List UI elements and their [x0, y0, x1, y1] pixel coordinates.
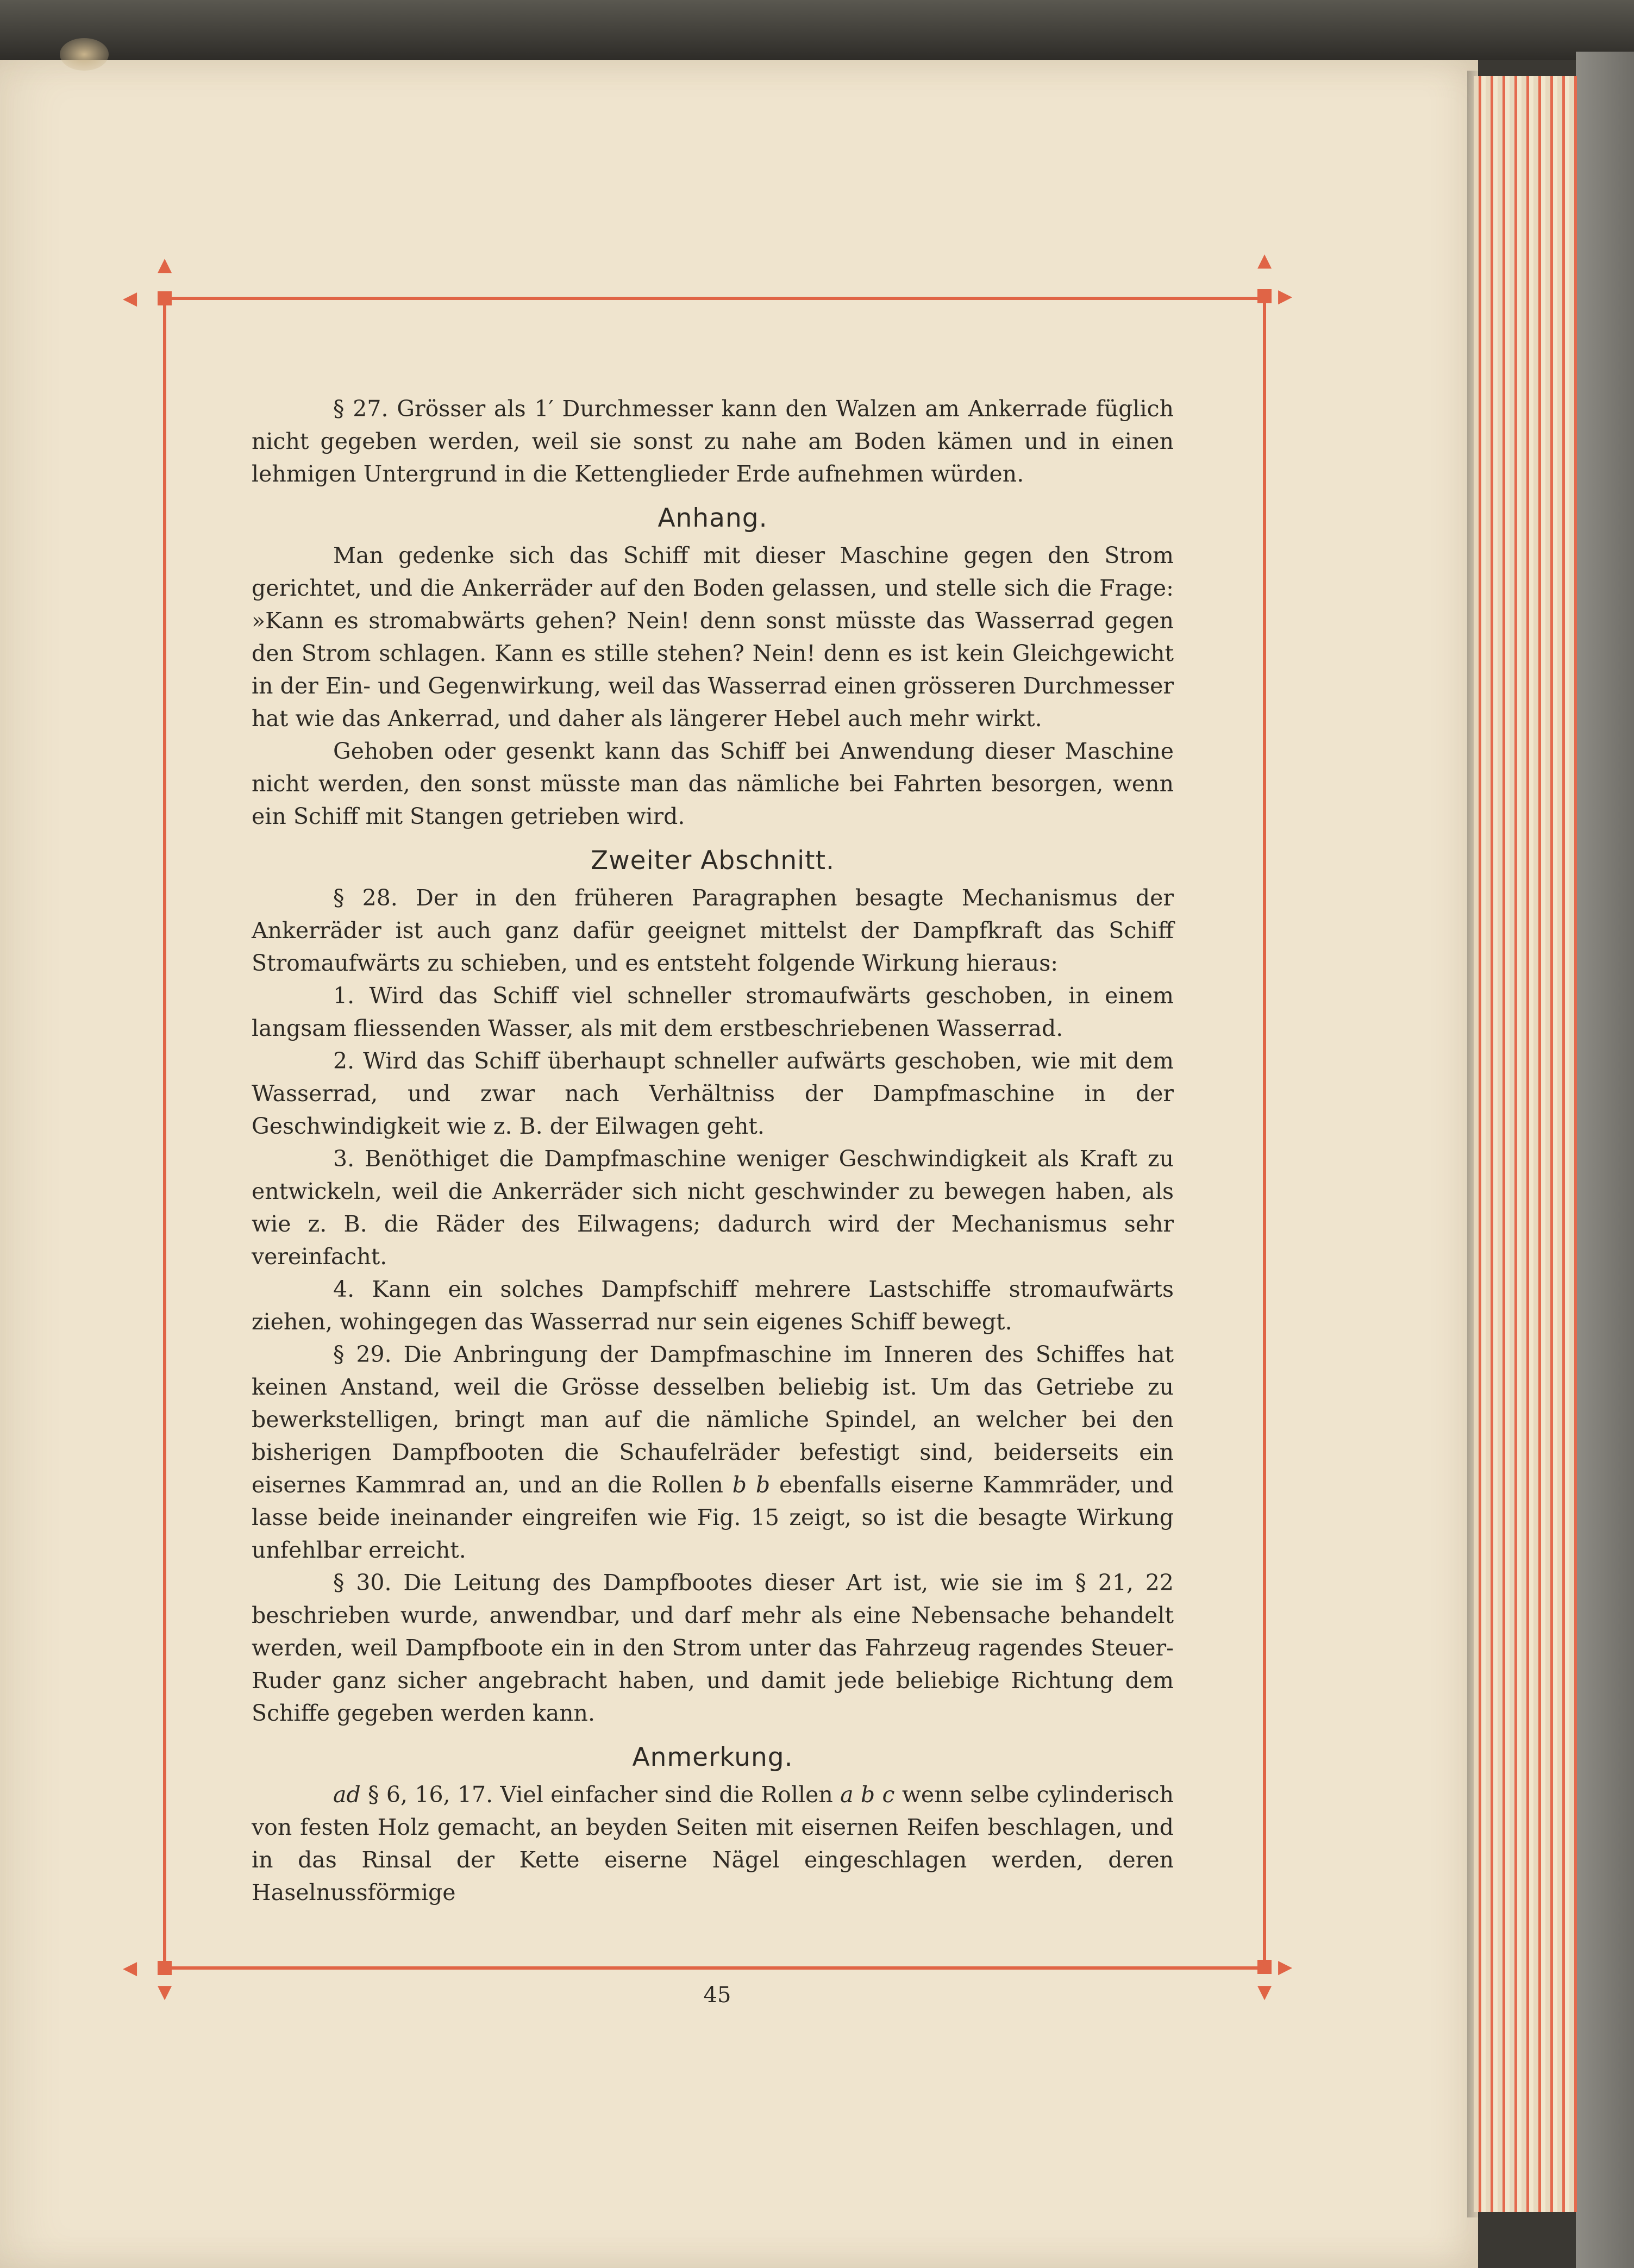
ornament-arrow-up-icon: ▲ — [1257, 249, 1272, 271]
list-item-s28-2: 2. Wird das Schiff überhaupt schneller aufwärts geschoben, wie mit dem Wasserrad, und zwar nach Verhältniss der Dampfmaschine in der Geschwindigkeit wie z. B. der Eilwagen geht. — [252, 1048, 1174, 1139]
book-cover-top — [0, 0, 1634, 60]
paragraph-s27: § 27. Grösser als 1′ Durchmesser kann den Walzen am Ankerrade füglich nicht gegeben werden, weil sie sonst zu nahe am Boden kämen und in einen lehmigen Untergrund in die Kettenglieder Erde aufnehmen würden. — [252, 396, 1174, 487]
ornament-arrow-right-icon: ▶ — [1278, 285, 1293, 307]
paragraph-s30: § 30. Die Leitung des Dampfbootes dieser Art ist, wie sie im § 21, 22 beschrieben wurde, anwendbar, und darf mehr als eine Nebensache behandelt werden, weil Dampfboote ein in den Strom unter das Fahrzeug ragendes Steuer-Ruder ganz sicher angebracht haben, und damit jede beliebige Richtung dem Schiffe gegeben werden kann. — [252, 1570, 1174, 1726]
border-corner-top-right — [1257, 289, 1272, 303]
s29-variable: b b — [732, 1472, 771, 1498]
anmerkung-ad: ad — [333, 1782, 361, 1808]
anmerkung-variable: a b c — [840, 1782, 895, 1808]
border-top-line — [163, 297, 1266, 300]
anmerkung-text-a: § 6, 16, 17. Viel einfacher sind die Rollen — [360, 1782, 841, 1808]
paragraph-anmerkung — [252, 1778, 1174, 1909]
paragraph-s28: § 28. Der in den früheren Paragraphen besagte Mechanismus der Ankerräder ist auch ganz dafür geeignet mittelst der Dampfkraft das Schiff Stromaufwärts zu schieben, und es entsteht folgende Wirkung hieraus: — [252, 885, 1174, 976]
border-corner-bottom-right — [1257, 1960, 1272, 1974]
paragraph-s29 — [252, 1338, 1174, 1566]
border-right-line — [1263, 297, 1266, 1970]
page-number: 45 — [703, 1983, 731, 2008]
paragraph-anhang-2: Gehoben oder gesenkt kann das Schiff bei Anwendung dieser Maschine nicht werden, den sonst müsste man das nämliche bei Fahrten besorgen, wenn ein Schiff mit Stangen getrieben wird. — [252, 738, 1174, 829]
book-cover-right — [1576, 52, 1634, 2268]
ornament-arrow-left-icon: ◀ — [123, 1957, 137, 1979]
ornament-arrow-down-icon: ▼ — [1257, 1981, 1272, 2003]
paper-stain — [60, 38, 109, 71]
heading-anhang: Anhang. — [658, 503, 768, 533]
border-bottom-line — [163, 1966, 1266, 1970]
ornament-arrow-up-icon: ▲ — [158, 254, 172, 276]
list-item-s28-1: 1. Wird das Schiff viel schneller stromaufwärts geschoben, in einem langsam fliessenden Wasser, als mit dem erstbeschriebenen Wasserrad. — [252, 983, 1174, 1041]
border-left-line — [163, 297, 166, 1970]
ornament-arrow-right-icon: ▶ — [1278, 1956, 1293, 1978]
border-corner-top-left — [158, 291, 172, 305]
paragraph-anhang-1: Man gedenke sich das Schiff mit dieser Maschine gegen den Strom gerichtet, und die Ankerräder auf den Boden gelassen, und stelle sich die Frage: »Kann es stromabwärts gehen? Nein! denn sonst müsste das Wasserrad gegen den Strom schlagen. Kann es stille stehen? Nein! denn es ist kein Gleichgewicht in der Ein- und Gegenwirkung, weil das Wasserrad einen grösseren Durchmesser hat wie das Ankerrad, und daher als längerer Hebel auch mehr wirkt. — [252, 542, 1174, 732]
border-corner-bottom-left — [158, 1961, 172, 1975]
heading-zweiter-abschnitt: Zweiter Abschnitt. — [591, 846, 835, 876]
list-item-s28-3: 3. Benöthiget die Dampfmaschine weniger Geschwindigkeit als Kraft zu entwickeln, weil die Ankerräder sich nicht geschwinder zu bewegen haben, als wie z. B. die Räder des Eilwagens; dadurch wird der Mechanismus sehr vereinfacht. — [252, 1146, 1174, 1270]
s29-text-a: § 29. Die Anbringung der Dampfmaschine im Inneren des Schiffes hat keinen Anstand, weil die Grösse desselben beliebig ist. Um das Getriebe zu bewerkstelligen, bringt man auf die nämliche Spindel, an welcher bei den bisherigen Dampfbooten die Schaufelräder befestigt sind, beiderseits ein eisernes Kammrad an, und an die Rollen — [252, 1341, 1174, 1498]
page-edges — [1474, 76, 1577, 2212]
page-text-block — [252, 392, 1174, 1909]
list-item-s28-4: 4. Kann ein solches Dampfschiff mehrere Lastschiffe stromaufwärts ziehen, wohingegen das Wasserrad nur sein eigenes Schiff bewegt. — [252, 1276, 1174, 1335]
anmerkung-text-b: wenn selbe cylinderisch von festen Holz gemacht, an beyden Seiten mit eisernen Reifen beschlagen, und in das Rinsal der Kette eiserne Nägel eingeschlagen werden, deren Haselnussförmige — [252, 1782, 1174, 1905]
heading-anmerkung: Anmerkung. — [632, 1742, 793, 1772]
s29-text-b: ebenfalls eiserne Kammräder, und lasse beide ineinander eingreifen wie Fig. 15 zeigt, so ist die besagte Wirkung unfehlbar erreicht. — [252, 1472, 1174, 1563]
ornament-arrow-down-icon: ▼ — [158, 1981, 172, 2003]
ornament-arrow-left-icon: ◀ — [123, 288, 137, 309]
